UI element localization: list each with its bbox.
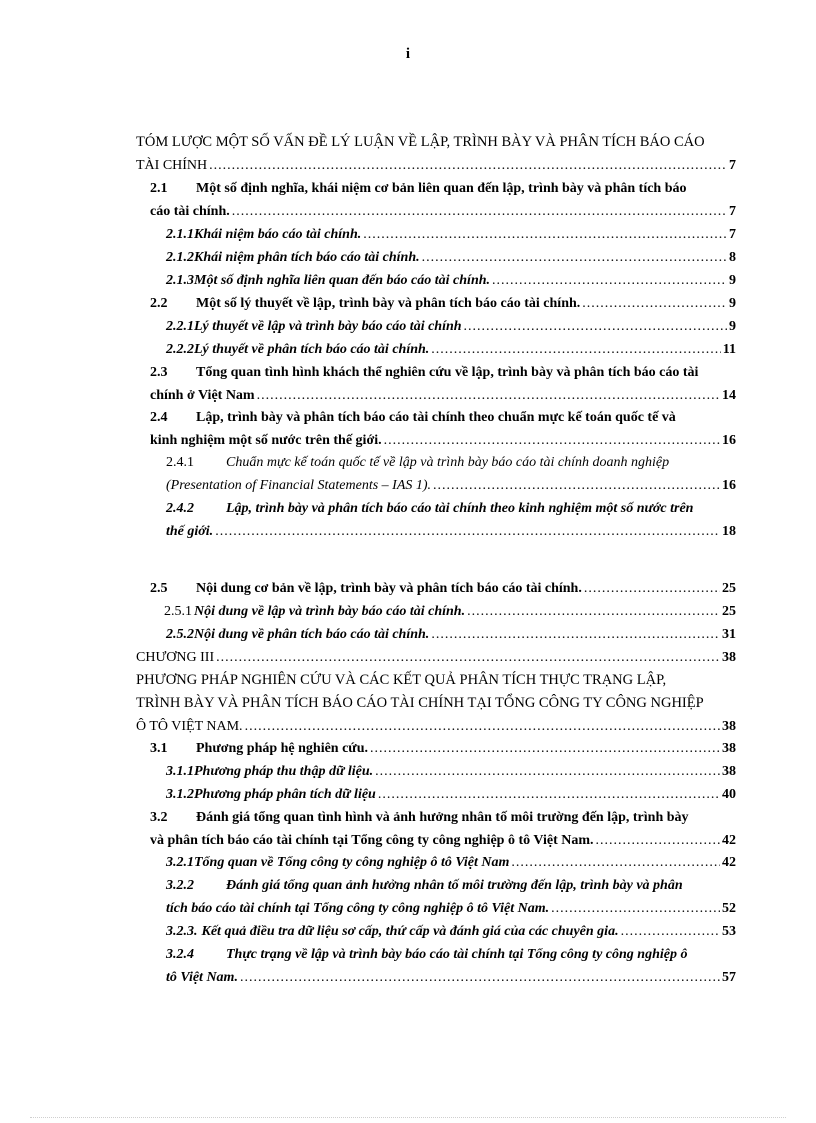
toc-line: tích báo cáo tài chính tại Tổng công ty công nghiệp ô tô Việt Nam. (166, 901, 550, 916)
toc-entry[interactable] (136, 223, 736, 246)
toc-page: 16 (722, 478, 736, 493)
toc-entry[interactable] (136, 920, 736, 943)
toc-line: Chuẩn mực kế toán quốc tế về lập và trình bày báo cáo tài chính doanh nghiệp (226, 455, 670, 470)
toc-page: 25 (722, 581, 736, 596)
toc-number: 2.1.3 (166, 273, 194, 288)
toc-page: 7 (729, 158, 736, 173)
toc-entry[interactable] (136, 246, 736, 269)
toc-number: 2.2 (150, 296, 168, 311)
toc-line: TÀI CHÍNH (136, 158, 208, 173)
toc-entry[interactable] (136, 874, 736, 920)
toc-line: Kết quả điều tra dữ liệu sơ cấp, thứ cấp và đánh giá của các chuyên gia. (201, 924, 619, 939)
toc-number: 2.5 (150, 581, 168, 596)
toc-line: Lý thuyết về lập và trình bày báo cáo tài chính (194, 319, 462, 334)
toc-number: 2.4.1 (166, 455, 194, 470)
page-number: i (405, 46, 411, 62)
toc-page: 38 (722, 741, 736, 756)
toc-number: 3.2.4 (166, 947, 194, 962)
toc-entry[interactable] (136, 497, 736, 543)
toc-number: 2.4.2 (166, 501, 194, 516)
toc-entry[interactable] (136, 406, 736, 452)
toc-line: Khái niệm báo cáo tài chính. (194, 227, 362, 242)
toc-entry[interactable] (136, 361, 736, 407)
toc-page: 31 (722, 627, 736, 642)
toc-page: 7 (729, 227, 736, 242)
toc-line: Tổng quan tình hình khách thể nghiên cứu về lập, trình bày và phân tích báo cáo tài (196, 365, 699, 380)
toc-number: 2.3 (150, 365, 168, 380)
toc-line: Lý thuyết về phân tích báo cáo tài chính. (194, 342, 430, 357)
toc-page: 18 (722, 524, 736, 539)
toc-number: 2.2.2 (166, 342, 194, 357)
toc-page: 53 (722, 924, 736, 939)
toc-entry[interactable] (136, 451, 736, 497)
toc-line: Một số định nghĩa, khái niệm cơ bản liên quan đến lập, trình bày và phân tích báo (196, 181, 687, 196)
toc-line: (Presentation of Financial Statements – IAS 1). (166, 478, 432, 493)
toc-line: Lập, trình bày và phân tích báo cáo tài chính theo chuẩn mực kế toán quốc tế và (196, 410, 676, 425)
toc-entry[interactable] (136, 177, 736, 223)
toc-line: thế giới. (166, 524, 214, 539)
toc-line: TRÌNH BÀY VÀ PHÂN TÍCH BÁO CÁO TÀI CHÍNH TẠI TỔNG CÔNG TY CÔNG NGHIỆP (136, 695, 704, 711)
toc-page: 11 (722, 342, 736, 357)
toc-entry[interactable] (136, 646, 736, 669)
toc-page: 14 (722, 388, 736, 403)
toc-page: 8 (729, 250, 736, 265)
toc-entry[interactable] (136, 851, 736, 874)
toc-page: 52 (722, 901, 736, 916)
toc-line: Đánh giá tổng quan ảnh hưởng nhân tố môi trường đến lập, trình bày và phân (226, 878, 683, 893)
toc-entry[interactable] (136, 669, 736, 738)
toc-page: 7 (729, 204, 736, 219)
toc-page: 42 (722, 833, 736, 848)
toc-entry[interactable] (136, 131, 736, 177)
toc-entry[interactable] (136, 338, 736, 361)
toc-line: Lập, trình bày và phân tích báo cáo tài chính theo kinh nghiệm một số nước trên (226, 501, 694, 516)
toc-line: cáo tài chính. (150, 204, 230, 219)
toc-line: Một số định nghĩa liên quan đến báo cáo tài chính. (194, 273, 491, 288)
toc-line: PHƯƠNG PHÁP NGHIÊN CỨU VÀ CÁC KẾT QUẢ PHÂN TÍCH THỰC TRẠNG LẬP, (136, 672, 667, 688)
toc-line: TÓM LƯỢC MỘT SỐ VẤN ĐỀ LÝ LUẬN VỀ LẬP, TRÌNH BÀY VÀ PHÂN TÍCH BÁO CÁO (136, 134, 705, 150)
toc-page: 42 (722, 855, 736, 870)
toc-page: 25 (722, 604, 736, 619)
toc-number: 2.1 (150, 181, 168, 196)
toc-number: 2.4 (150, 410, 168, 425)
toc-line: Nội dung về phân tích báo cáo tài chính. (194, 627, 430, 642)
toc-entry[interactable] (136, 737, 736, 760)
toc-number: 3.1.2 (166, 787, 194, 802)
toc-page: 57 (722, 970, 736, 985)
toc-line: Phương pháp thu thập dữ liệu. (194, 764, 374, 779)
toc-number: 3.2 (150, 810, 168, 825)
toc-line: Ô TÔ VIỆT NAM. (136, 719, 243, 734)
toc-number: 2.1.2 (166, 250, 194, 265)
toc-page: 16 (722, 433, 736, 448)
toc-line: Tổng quan về Tổng công ty công nghiệp ô tô Việt Nam (194, 855, 510, 870)
toc-page: 9 (729, 296, 736, 311)
toc-line: CHƯƠNG III (136, 650, 215, 665)
toc-number: 3.1.1 (166, 764, 194, 779)
toc-number: 2.5.1 (164, 604, 192, 619)
toc-page: 38 (722, 650, 736, 665)
toc-number: 2.5.2 (166, 627, 194, 642)
toc-page: 9 (729, 273, 736, 288)
toc-line: tô Việt Nam. (166, 970, 238, 985)
page-bottom-divider (30, 1117, 786, 1118)
toc-page: 9 (729, 319, 736, 334)
toc-line: chính ở Việt Nam (150, 388, 255, 403)
toc-entry[interactable] (136, 315, 736, 338)
toc-line: Nội dung cơ bản về lập, trình bày và phân tích báo cáo tài chính. (196, 581, 582, 596)
toc-number: 3.2.1 (166, 855, 194, 870)
toc-entry[interactable] (136, 783, 736, 806)
toc-entry[interactable] (136, 292, 736, 315)
toc-number: 3.2.3. (166, 924, 198, 939)
toc-number: 3.1 (150, 741, 168, 756)
toc-number: 3.2.2 (166, 878, 194, 893)
toc-number: 2.1.1 (166, 227, 194, 242)
toc-entry[interactable] (136, 577, 736, 600)
toc-entry[interactable] (136, 623, 736, 646)
toc-line: Thực trạng về lập và trình bày báo cáo tài chính tại Tổng công ty công nghiệp ô (226, 947, 688, 962)
toc-number: 2.2.1 (166, 319, 194, 334)
toc-line: Đánh giá tổng quan tình hình và ảnh hưởng nhân tố môi trường đến lập, trình bày (196, 810, 689, 825)
toc-line: Nội dung về lập và trình bày báo cáo tài chính. (194, 604, 466, 619)
toc-entry[interactable] (136, 943, 736, 989)
toc-entry[interactable] (136, 600, 736, 623)
toc-line: Phương pháp phân tích dữ liệu (194, 787, 376, 802)
toc-page: 40 (722, 787, 736, 802)
toc-line: Khái niệm phân tích báo cáo tài chính. (194, 250, 420, 265)
toc-page: 38 (722, 719, 736, 734)
toc-line: Một số lý thuyết về lập, trình bày và phân tích báo cáo tài chính. (196, 296, 581, 311)
toc-entry[interactable] (136, 760, 736, 783)
toc-line: Phương pháp hệ nghiên cứu. (196, 741, 368, 756)
toc-line: và phân tích báo cáo tài chính tại Tổng công ty công nghiệp ô tô Việt Nam. (150, 833, 594, 848)
toc-entry[interactable] (136, 806, 736, 852)
toc-entry[interactable] (136, 269, 736, 292)
toc-page: 38 (722, 764, 736, 779)
toc-line: kinh nghiệm một số nước trên thế giới. (150, 433, 382, 448)
